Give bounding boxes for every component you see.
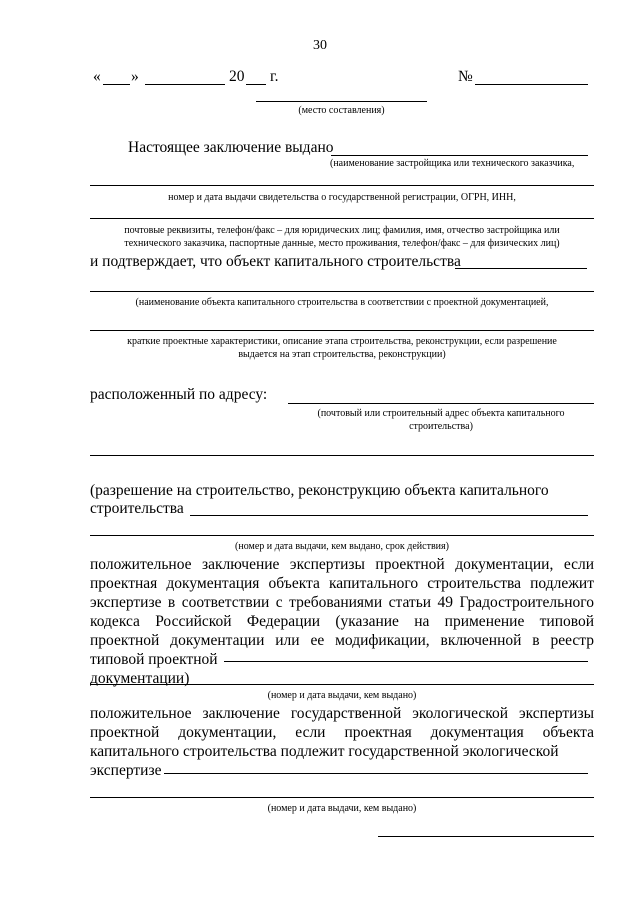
number-blank (475, 84, 588, 85)
eco-line-2 (90, 797, 594, 798)
eco-last-line: экспертизе (90, 762, 162, 779)
permit-line (190, 515, 588, 516)
issued-caption-1: (наименование застройщика или технического заказчика, (330, 158, 575, 169)
expertise-last-line: документации) (90, 670, 190, 687)
issued-label: Настоящее заключение выдано (128, 139, 334, 156)
permit-line-2-rule (90, 535, 594, 536)
expertise-text: положительное заключение экспертизы проектной документации, если проектная документация объекта капитального строительства подлежит экспертизе в соответствии с требованиями статьи 49 Градостроительного кодекса Российской Федерации (указание на применение типовой проектной документации или ее модификации, включенной в реестр типовой проектной (90, 556, 594, 668)
eco-caption: (номер и дата выдачи, кем выдано) (267, 803, 417, 814)
eco-line (164, 773, 588, 774)
permit-line-2: строительства (90, 500, 184, 517)
issued-line (331, 155, 588, 156)
object-line-2 (90, 291, 594, 292)
year-suffix: г. (270, 68, 279, 85)
issued-line-2 (90, 185, 594, 186)
issued-line-3 (90, 218, 594, 219)
issued-caption-2: номер и дата выдачи свидетельства о государственной регистрации, ОГРН, ИНН, (168, 192, 516, 203)
day-blank (103, 84, 130, 85)
confirms-caption-3: выдается на этап строительства, реконструкции) (238, 349, 446, 360)
address-line-2 (90, 455, 594, 456)
expertise-caption: (номер и дата выдачи, кем выдано) (267, 690, 417, 701)
month-blank (145, 84, 225, 85)
address-label: расположенный по адресу: (90, 386, 268, 403)
eco-paragraph (90, 704, 594, 780)
issued-caption-4: технического заказчика, паспортные данные, место проживания, телефон/факс – для физических лиц) (124, 238, 560, 249)
expertise-paragraph (90, 555, 594, 688)
signature-line (378, 836, 594, 837)
confirms-label: и подтверждает, что объект капитального строительства (90, 253, 461, 270)
permit-caption: (номер и дата выдачи, кем выдано, срок действия) (235, 541, 449, 552)
address-caption-1: (почтовый или строительный адрес объекта капитального (317, 408, 565, 419)
confirms-caption-2: краткие проектные характеристики, описание этапа строительства, реконструкции, если разрешение (127, 336, 557, 347)
eco-text: положительное заключение государственной экологической экспертизы проектной документации, если проектная документация объекта капитального строительства подлежит государственной экологической (90, 705, 594, 760)
date-open-quote: « (93, 68, 101, 85)
number-sign: № (458, 68, 473, 85)
place-line (256, 101, 427, 102)
date-close-quote: » (131, 68, 139, 85)
year-blank (246, 84, 266, 85)
page-number: 30 (313, 38, 327, 53)
confirms-caption-1: (наименование объекта капитального строительства в соответствии с проектной документацией, (135, 297, 549, 308)
issued-caption-3: почтовые реквизиты, телефон/факс – для юридических лиц; фамилия, имя, отчество застройщика или (124, 225, 560, 236)
place-caption: (место составления) (298, 105, 385, 116)
expertise-line-2 (90, 684, 594, 685)
expertise-line (224, 661, 588, 662)
object-line (455, 268, 587, 269)
address-caption-2: строительства) (409, 421, 473, 432)
year-prefix: 20 (229, 68, 245, 85)
address-line (288, 403, 594, 404)
object-line-3 (90, 330, 594, 331)
permit-line-1: (разрешение на строительство, реконструкцию объекта капитального (90, 482, 549, 499)
